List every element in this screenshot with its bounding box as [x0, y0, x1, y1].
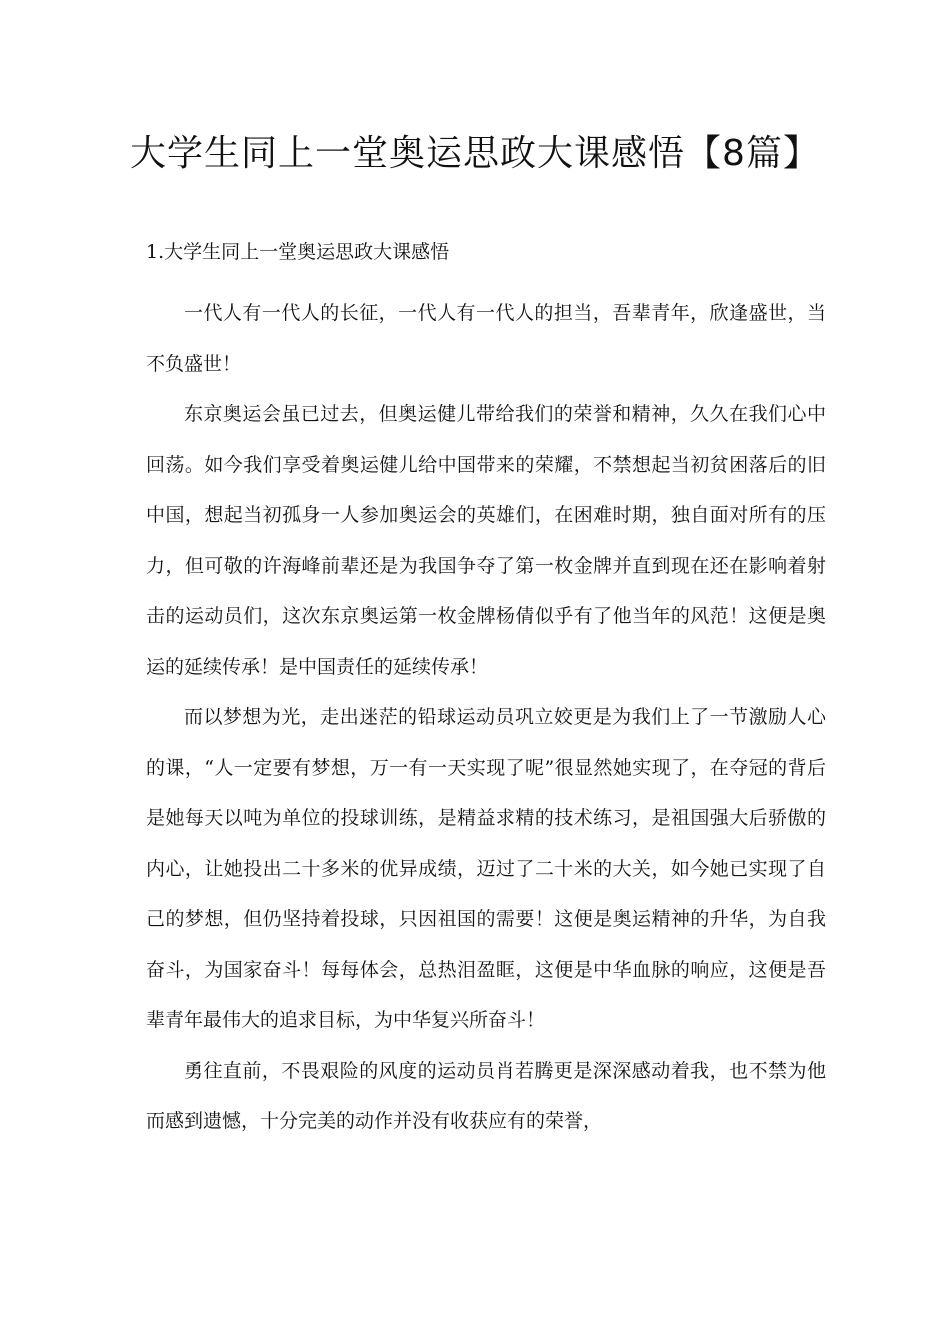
paragraph: 而以梦想为光，走出迷茫的铅球运动员巩立姣更是为我们上了一节激励人心的课，“人一定要有梦想，万一有一天实现了呢”很显然她实现了，在夺冠的背后是她每天以吨为单位的投球训练，是精益求精的技术练习，是祖国强大后骄傲的内心，让她投出二十多米的优异成绩，迈过了二十米的大关，如今她已实现了自己的梦想，但仍坚持着投球，只因祖国的需要！这便是奥运精神的升华，为自我奋斗，为国家奋斗！每每体会，总热泪盈眶，这便是中华血脉的响应，这便是吾辈青年最伟大的追求目标，为中华复兴所奋斗！ [146, 706, 826, 1031]
paragraph: 一代人有一代人的长征，一代人有一代人的担当，吾辈青年，欣逢盛世，当不负盛世！ [146, 302, 826, 375]
document-body [146, 288, 826, 1147]
document-title: 大学生同上一堂奥运思政大课感悟【8篇】 [130, 133, 820, 174]
paragraph: 东京奥运会虽已过去，但奥运健儿带给我们的荣誉和精神，久久在我们心中回荡。如今我们享受着奥运健儿给中国带来的荣耀，不禁想起当初贫困落后的旧中国，想起当初孤身一人参加奥运会的英雄们，在困难时期，独自面对所有的压力，但可敬的许海峰前辈还是为我国争夺了第一枚金牌并直到现在还在影响着射击的运动员们，这次东京奥运第一枚金牌杨倩似乎有了他当年的风范！这便是奥运的延续传承！是中国责任的延续传承！ [146, 403, 826, 678]
paragraph: 勇往直前，不畏艰险的风度的运动员肖若腾更是深深感动着我，也不禁为他而感到遗憾，十分完美的动作并没有收获应有的荣誉， [146, 1059, 826, 1132]
section-heading: 1.大学生同上一堂奥运思政大课感悟 [146, 241, 450, 263]
